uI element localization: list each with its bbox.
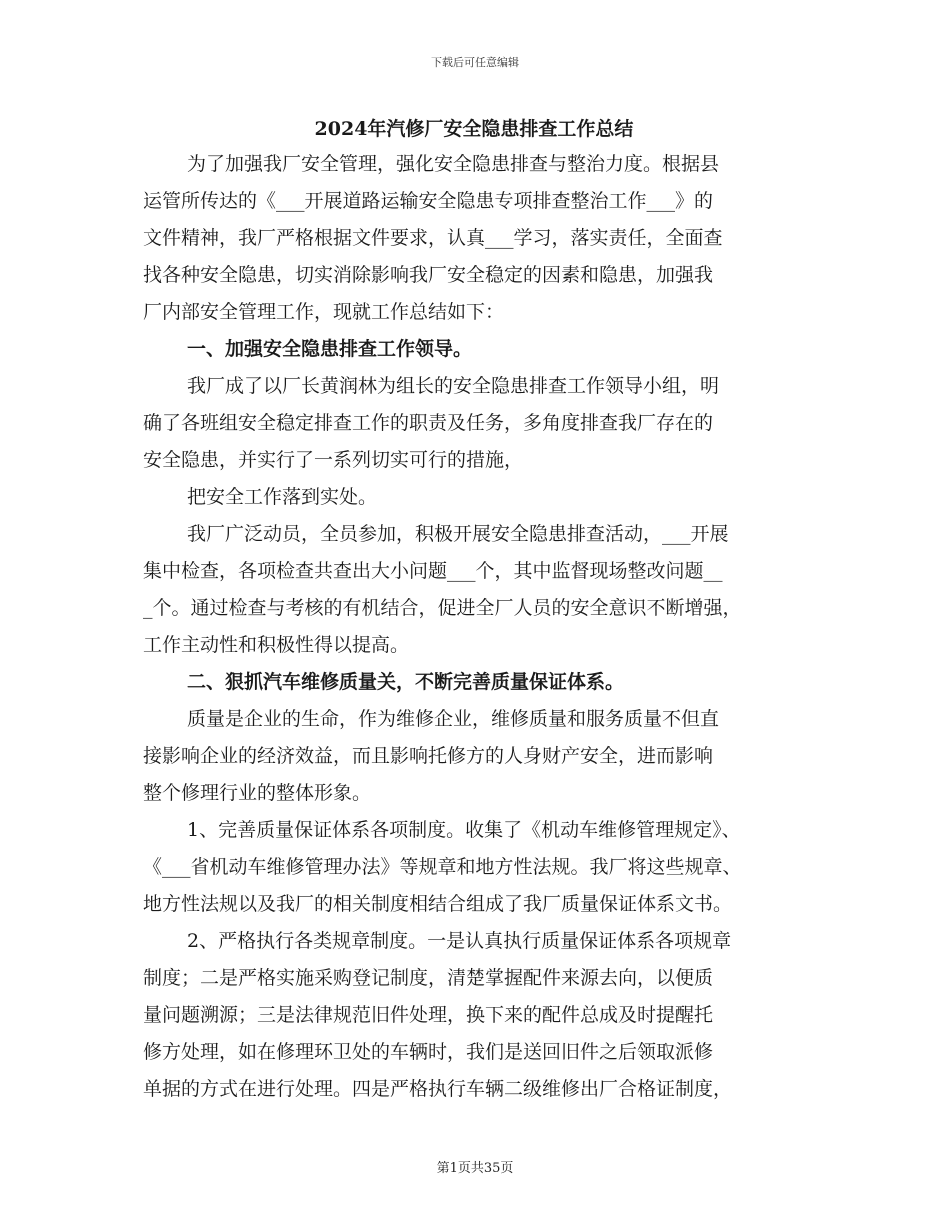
section-heading-line: 二、狠抓汽车维修质量关，不断完善质量保证体系。 [187, 671, 625, 693]
text-line: 接影响企业的经济效益，而且影响托修方的人身财产安全，进而影响 [143, 745, 714, 767]
document-body [143, 112, 805, 1108]
text-line: 我厂广泛动员，全员参加，积极开展安全隐患排查活动，___开展 [187, 523, 729, 545]
text-line: 为了加强我厂安全管理，强化安全隐患排查与整治力度。根据县 [187, 153, 720, 175]
text-line: 整个修理行业的整体形象。 [143, 782, 372, 804]
text-line: 把安全工作落到实处。 [187, 486, 378, 508]
text-line: 地方性法规以及我厂的相关制度相结合组成了我厂质量保证体系文书。 [143, 893, 733, 915]
text-line: 质量是企业的生命，作为维修企业，维修质量和服务质量不但直 [187, 708, 720, 730]
text-line: 《___省机动车维修管理办法》等规章和地方性法规。我厂将这些规章、 [143, 856, 742, 878]
page-header: 下载后可任意编辑 [431, 56, 519, 69]
text-line: _个。通过检查与考核的有机结合，促进全厂人员的安全意识不断增强， [143, 597, 742, 619]
text-line: 文件精神，我厂严格根据文件要求，认真___学习，落实责任，全面查 [143, 227, 723, 249]
text-line: 我厂成了以厂长黄润林为组长的安全隐患排查工作领导小组，明 [187, 375, 720, 397]
text-line: 厂内部安全管理工作，现就工作总结如下： [143, 301, 505, 323]
text-line: 运管所传达的《___开展道路运输安全隐患专项排查整治工作___》的 [143, 190, 714, 212]
text-line: 单据的方式在进行处理。四是严格执行车辆二级维修出厂合格证制度， [143, 1078, 733, 1100]
text-line: 找各种安全隐患，切实消除影响我厂安全稳定的因素和隐患，加强我 [143, 264, 714, 286]
section-heading-line: 一、加强安全隐患排查工作领导。 [187, 338, 473, 360]
text-line: 2、严格执行各类规章制度。一是认真执行质量保证体系各项规章 [187, 930, 732, 952]
text-line: 制度；二是严格实施采购登记制度，清楚掌握配件来源去向，以便质 [143, 967, 714, 989]
text-line: 安全隐患，并实行了一系列切实可行的措施， [143, 449, 524, 471]
text-line: 修方处理，如在修理环卫处的车辆时，我们是送回旧件之后领取派修 [143, 1041, 714, 1063]
text-line: 确了各班组安全稳定排查工作的职责及任务，多角度排查我厂存在的 [143, 412, 714, 434]
text-line: 集中检查，各项检查共查出大小问题___个，其中监督现场整改问题__ [143, 560, 723, 582]
text-line: 工作主动性和积极性得以提高。 [143, 634, 410, 656]
text-line: 量问题溯源；三是法律规范旧件处理，换下来的配件总成及时提醒托 [143, 1004, 714, 1026]
document-title: 2024年汽修厂安全隐患排查工作总结 [314, 118, 634, 140]
page-footer: 第1页共35页 [436, 1161, 514, 1176]
paragraph-lines [143, 146, 805, 1108]
text-line: 1、完善质量保证体系各项制度。收集了《机动车维修管理规定》、 [187, 819, 741, 841]
